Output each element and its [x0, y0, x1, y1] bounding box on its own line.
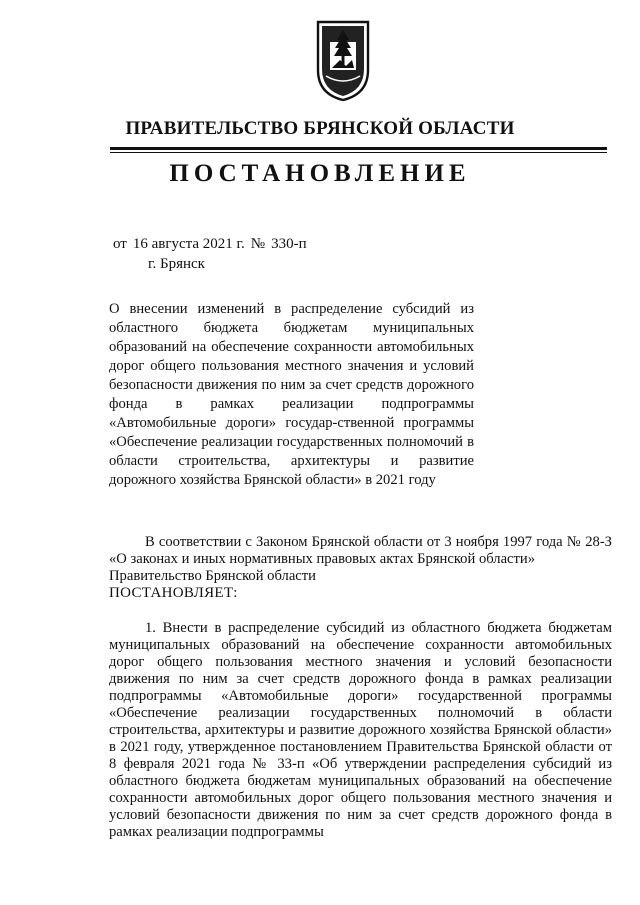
item-1-text: 1. Внести в распределение субсидий из областного бюджета бюджетам муниципальных образований на обеспечение сохранности автомобильных дорог общего пользования местного значения и условий безопасности движения по ним за счет средств дорожного фонда в рамках реализации подпрограммы «Автомобильные дороги» государственной программы «Обеспечение реализации государственных полномочий в области строительства, архитектуры и развитие дорожного хозяйства Брянской области» в 2021 году, утвержденное постановлением Правительства Брянской области от 8 февраля 2021 года № 33-п «Об утверждении распределения субсидий из областного бюджета бюджетам муниципальных образований на обеспечение сохранности автомобильных дорог общего пользования местного значения и условий безопасности движения по ним за счет средств дорожного фонда в рамках реализации подпрограммы: [109, 620, 612, 840]
item-1: [109, 620, 612, 841]
organization-name: ПРАВИТЕЛЬСТВО БРЯНСКОЙ ОБЛАСТИ: [125, 118, 515, 139]
document-subject: О внесении изменений в распределение субсидий из областного бюджета бюджетам муниципальных образований на обеспечение сохранности автомобильных дорог общего пользования местного значения и условий безопасности движения по ним за счет средств дорожного фонда в рамках реализации подпрограммы «Автомобильные дороги» государ-ственной программы «Обеспечение реализации государственных полномочий в области строительства, архитектуры и развитие дорожного хозяйства Брянской области» в 2021 году: [109, 301, 474, 488]
preamble-legal-basis: В соответствии с Законом Брянской области от 3 ноября 1997 года № 28-З «О законах и иных нормативных правовых актах Брянской области»: [109, 534, 612, 567]
preamble: [109, 534, 612, 585]
document-number: 330-п: [271, 236, 307, 252]
date-prefix: от: [113, 236, 127, 252]
document-type-title: ПОСТАНОВЛЕНИЕ: [169, 160, 471, 187]
document-date: 16 августа 2021 г.: [132, 236, 245, 252]
date-line: [113, 236, 313, 253]
preamble-authority: Правительство Брянской области: [109, 568, 316, 584]
number-sign: №: [250, 236, 266, 252]
header-rule-thin: [110, 152, 607, 153]
document-city: г. Брянск: [148, 256, 205, 272]
bryansk-coat-of-arms-icon: [316, 20, 370, 102]
decree-word: ПОСТАНОВЛЯЕТ:: [109, 585, 238, 601]
header-rule-thick: [110, 147, 607, 150]
